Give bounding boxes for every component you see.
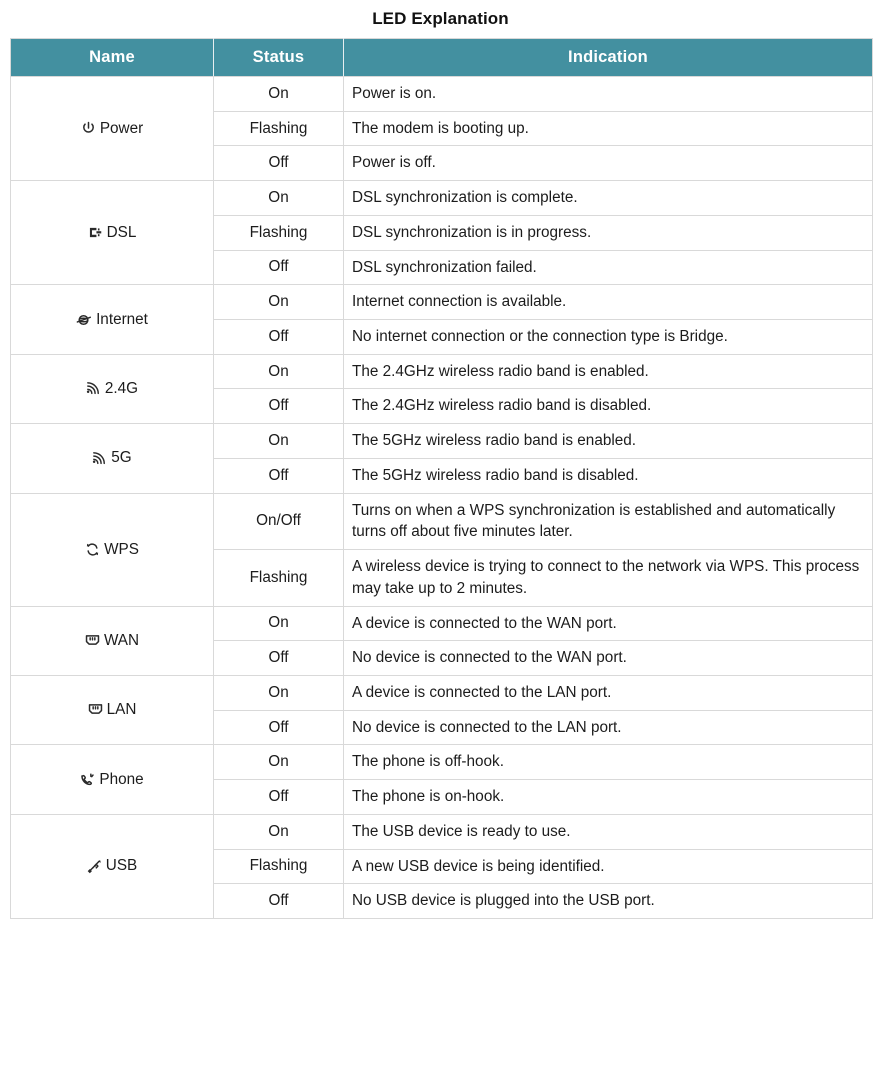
table-header-row	[11, 39, 873, 77]
led-status-cell: On	[214, 675, 344, 710]
led-status-cell: On	[214, 814, 344, 849]
table-row	[11, 285, 873, 320]
page-title: LED Explanation	[372, 9, 509, 28]
led-explanation-table	[10, 38, 873, 919]
led-name-cell	[11, 285, 214, 354]
led-status-cell: Flashing	[214, 550, 344, 606]
led-name-cell	[11, 675, 214, 744]
led-status-cell: On/Off	[214, 493, 344, 549]
wifi-icon	[86, 382, 101, 395]
led-indication-cell: Turns on when a WPS synchronization is established and automatically turns off about five minutes later.	[344, 493, 873, 549]
led-name-cell	[11, 77, 214, 181]
led-indication-cell: The modem is booting up.	[344, 111, 873, 146]
led-name-label: DSL	[106, 223, 137, 241]
led-name-cell	[11, 424, 214, 493]
led-status-cell: Flashing	[214, 111, 344, 146]
ethernet-port-icon	[88, 703, 103, 717]
led-indication-cell: A new USB device is being identified.	[344, 849, 873, 884]
led-status-cell: Off	[214, 146, 344, 181]
table-row	[11, 181, 873, 216]
led-indication-cell: A device is connected to the LAN port.	[344, 675, 873, 710]
table-row	[11, 814, 873, 849]
led-name-label: 2.4G	[104, 379, 139, 397]
column-header-status: Status	[214, 39, 344, 77]
led-status-cell: Off	[214, 710, 344, 745]
led-indication-cell: The 5GHz wireless radio band is disabled.	[344, 458, 873, 493]
ethernet-port-icon	[85, 634, 100, 648]
led-indication-cell: The 2.4GHz wireless radio band is disabled.	[344, 389, 873, 424]
led-name-label: 5G	[111, 449, 132, 467]
led-indication-cell: DSL synchronization failed.	[344, 250, 873, 285]
usb-icon	[87, 859, 102, 874]
led-status-cell: Off	[214, 780, 344, 815]
globe-icon	[76, 313, 92, 327]
led-status-cell: On	[214, 424, 344, 459]
led-indication-cell: Power is on.	[344, 77, 873, 112]
power-icon	[81, 121, 96, 136]
led-name-label: Internet	[96, 310, 148, 328]
led-indication-cell: The phone is off-hook.	[344, 745, 873, 780]
table-row	[11, 675, 873, 710]
led-status-cell: Off	[214, 458, 344, 493]
refresh-arrows-icon	[85, 542, 100, 557]
led-indication-cell: A wireless device is trying to connect to the network via WPS. This process may take up to 2 minutes.	[344, 550, 873, 606]
led-name-cell	[11, 181, 214, 285]
led-status-cell: Off	[214, 320, 344, 355]
led-status-cell: On	[214, 745, 344, 780]
led-name-cell	[11, 606, 214, 675]
led-name-cell	[11, 814, 214, 918]
led-status-cell: Flashing	[214, 215, 344, 250]
led-indication-cell: Power is off.	[344, 146, 873, 181]
led-indication-cell: No device is connected to the LAN port.	[344, 710, 873, 745]
table-row	[11, 745, 873, 780]
led-indication-cell: The 2.4GHz wireless radio band is enabled.	[344, 354, 873, 389]
led-status-cell: Flashing	[214, 849, 344, 884]
table-row	[11, 606, 873, 641]
led-indication-cell: No internet connection or the connection type is Bridge.	[344, 320, 873, 355]
table-header	[11, 39, 873, 77]
column-header-indication: Indication	[344, 39, 873, 77]
table-row	[11, 424, 873, 459]
led-name-label: WAN	[103, 631, 140, 649]
led-status-cell: Off	[214, 389, 344, 424]
led-indication-cell: The phone is on-hook.	[344, 780, 873, 815]
led-explanation-table-wrapper	[10, 38, 872, 919]
led-name-label: LAN	[106, 701, 137, 719]
led-indication-cell: The 5GHz wireless radio band is enabled.	[344, 424, 873, 459]
led-indication-cell: A device is connected to the WAN port.	[344, 606, 873, 641]
led-status-cell: On	[214, 606, 344, 641]
led-status-cell: On	[214, 181, 344, 216]
led-indication-cell: The USB device is ready to use.	[344, 814, 873, 849]
led-name-cell	[11, 354, 214, 423]
led-name-label: Phone	[99, 770, 144, 788]
column-header-name: Name	[11, 39, 214, 77]
led-indication-cell: DSL synchronization is in progress.	[344, 215, 873, 250]
led-status-cell: Off	[214, 250, 344, 285]
led-indication-cell: No device is connected to the WAN port.	[344, 641, 873, 676]
led-status-cell: On	[214, 285, 344, 320]
led-status-cell: On	[214, 77, 344, 112]
led-indication-cell: Internet connection is available.	[344, 285, 873, 320]
led-name-label: Power	[99, 119, 144, 137]
table-row	[11, 493, 873, 549]
led-status-cell: Off	[214, 884, 344, 919]
led-name-cell	[11, 745, 214, 814]
led-name-cell	[11, 493, 214, 606]
led-status-cell: On	[214, 354, 344, 389]
dsl-connector-icon	[88, 226, 103, 239]
table-body	[11, 77, 873, 919]
phone-handset-icon	[80, 773, 95, 787]
table-row	[11, 354, 873, 389]
table-row	[11, 77, 873, 112]
led-name-label: USB	[105, 857, 138, 875]
led-name-label: WPS	[104, 540, 139, 558]
led-indication-cell: No USB device is plugged into the USB port.	[344, 884, 873, 919]
led-indication-cell: DSL synchronization is complete.	[344, 181, 873, 216]
wifi-icon	[92, 452, 107, 465]
led-status-cell: Off	[214, 641, 344, 676]
